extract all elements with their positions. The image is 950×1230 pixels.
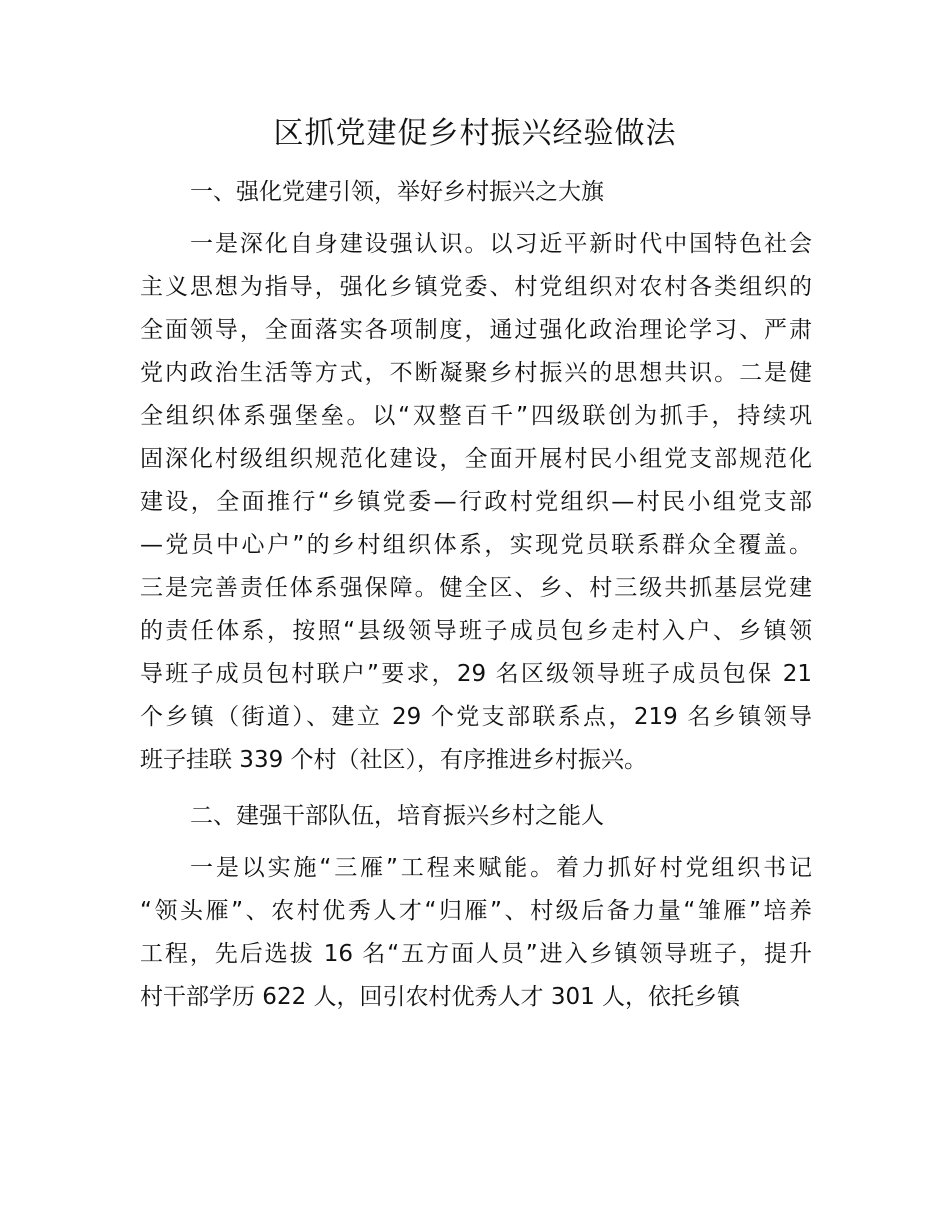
paragraph-line: 工程，先后选拔 16 名“五方面人员”进入乡镇领导班子，提升 xyxy=(140,941,812,967)
paragraph-line: “领头雁”、农村优秀人才“归雁”、村级后备力量“雏雁”培养 xyxy=(140,898,812,924)
section-heading: 二、建强干部队伍，培育振兴乡村之能人 xyxy=(190,803,604,829)
paragraph-line: 三是完善责任体系强保障。健全区、乡、村三级共抓基层党建 xyxy=(140,575,812,601)
paragraph-line: 一是以实施“三雁”工程来赋能。着力抓好村党组织书记 xyxy=(190,855,812,881)
document-title: 区抓党建促乡村振兴经验做法 xyxy=(273,116,677,151)
paragraph-line: 个乡镇（街道）、建立 29 个党支部联系点，219 名乡镇领导 xyxy=(140,704,812,730)
paragraph-line: 班子挂联 339 个村（社区），有序推进乡村振兴。 xyxy=(140,747,648,773)
paragraph-line: 党内政治生活等方式，不断凝聚乡村振兴的思想共识。二是健 xyxy=(140,360,812,386)
paragraph-line: —党员中心户”的乡村组织体系，实现党员联系群众全覆盖。 xyxy=(140,532,812,558)
paragraph-line: 的责任体系，按照“县级领导班子成员包乡走村入户、乡镇领 xyxy=(140,618,812,644)
paragraph-line: 主义思想为指导，强化乡镇党委、村党组织对农村各类组织的 xyxy=(140,274,812,300)
section-heading: 一、强化党建引领，举好乡村振兴之大旗 xyxy=(190,179,604,205)
paragraph-line: 一是深化自身建设强认识。以习近平新时代中国特色社会 xyxy=(190,231,812,257)
paragraph-line: 建设，全面推行“乡镇党委—行政村党组织—村民小组党支部 xyxy=(140,489,812,515)
paragraph-line: 导班子成员包村联户”要求，29 名区级领导班子成员包保 21 xyxy=(140,661,812,687)
paragraph-line: 固深化村级组织规范化建设，全面开展村民小组党支部规范化 xyxy=(140,446,812,472)
paragraph-line: 村干部学历 622 人，回引农村优秀人才 301 人，依托乡镇 xyxy=(140,984,741,1010)
paragraph-line: 全组织体系强堡垒。以“双整百千”四级联创为抓手，持续巩 xyxy=(140,403,812,429)
paragraph-line: 全面领导，全面落实各项制度，通过强化政治理论学习、严肃 xyxy=(140,317,812,343)
